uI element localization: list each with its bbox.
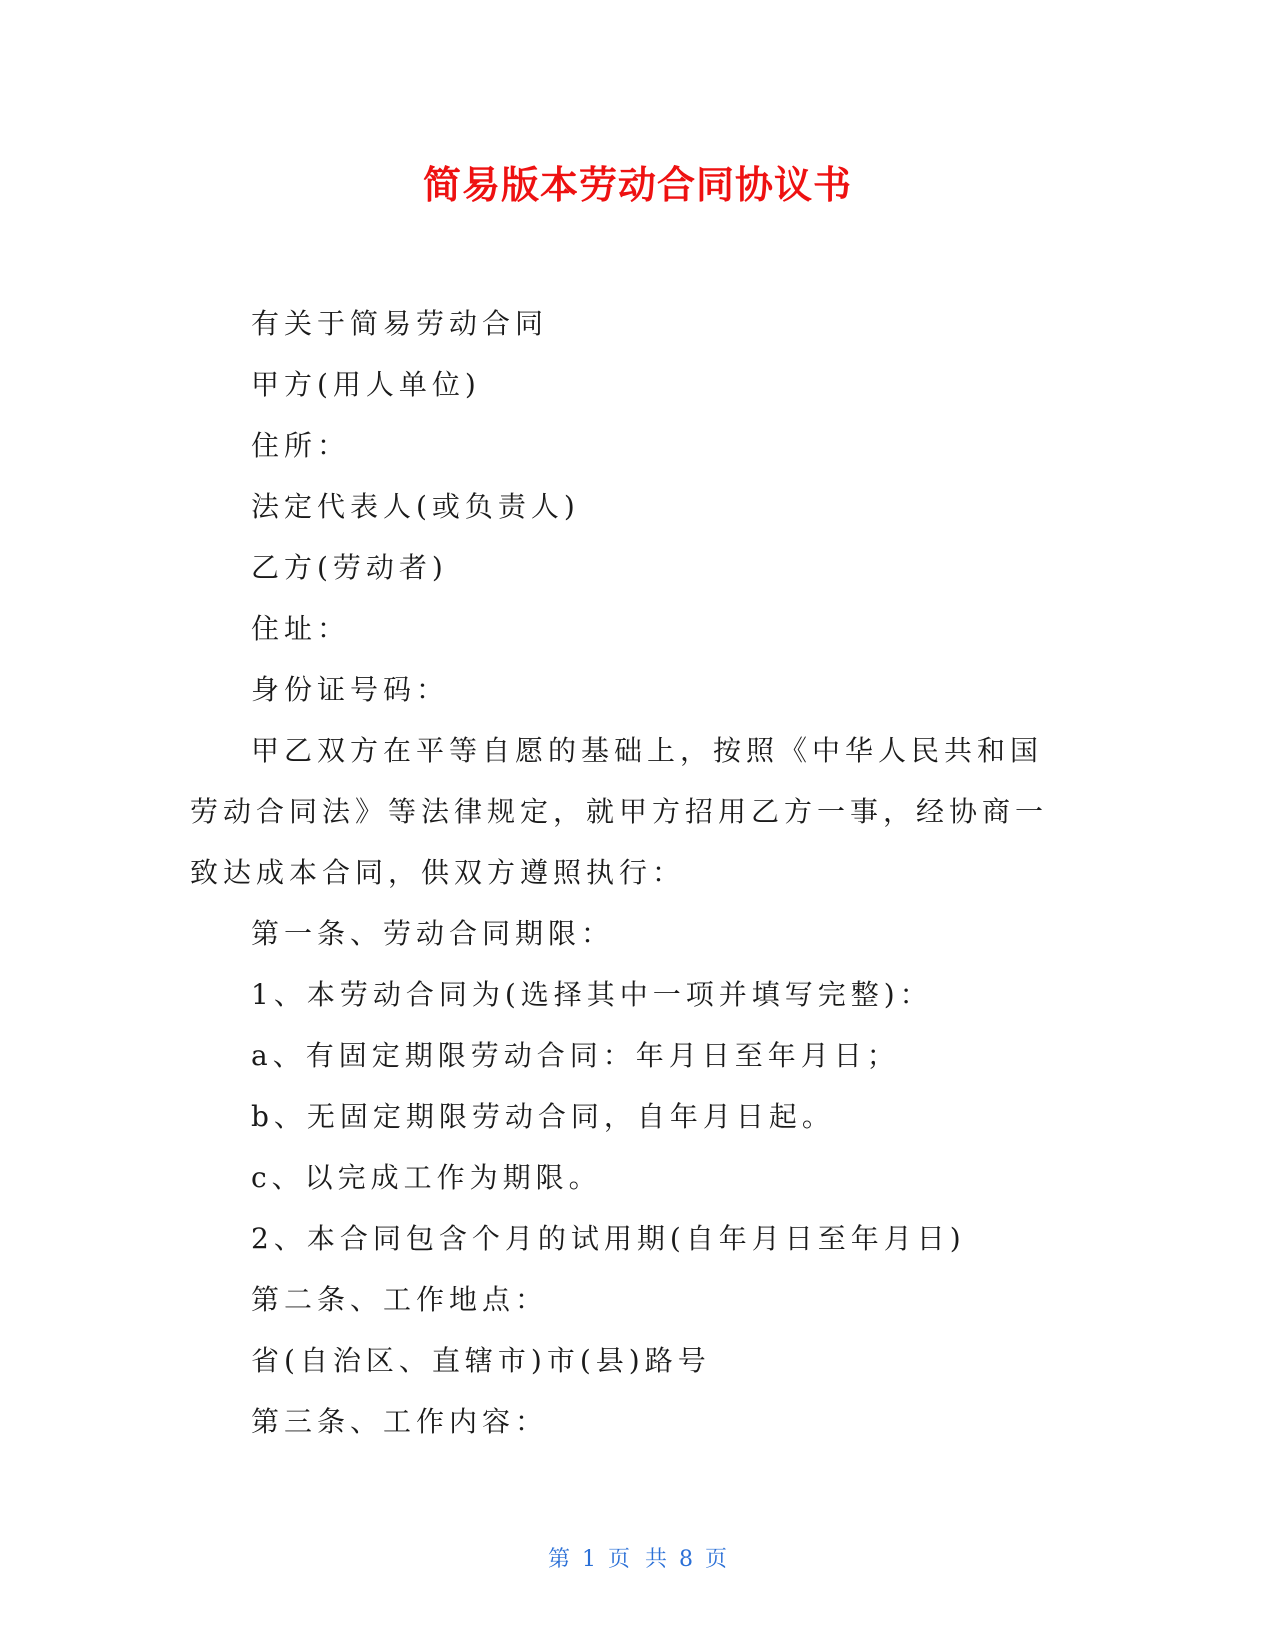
paragraph: b、无固定期限劳动合同，自年月日起。 (251, 1100, 835, 1133)
paragraph: 法定代表人(或负责人) (251, 490, 580, 523)
paragraph: 身份证号码： (251, 673, 450, 706)
paragraph: 省(自治区、直辖市)市(县)路号 (251, 1344, 711, 1377)
paragraph: c、以完成工作为期限。 (251, 1161, 602, 1194)
total-pages-number: 8 (679, 1547, 693, 1572)
paragraph: 2、本合同包含个月的试用期(自年月日至年月日) (251, 1222, 966, 1255)
paragraph: 住址： (251, 612, 351, 645)
paragraph: 乙方(劳动者) (251, 551, 448, 584)
page-number-footer (0, 1545, 1275, 1575)
paragraph: 第三条、工作内容： (251, 1405, 549, 1438)
paragraph: 第一条、劳动合同期限： (251, 917, 615, 950)
paragraph: 甲乙双方在平等自愿的基础上，按照《中华人民共和国劳动合同法》等法律规定，就甲方招用乙方一事，经协商一致达成本合同，供双方遵照执行： (190, 734, 1049, 889)
paragraph: 甲方(用人单位) (251, 368, 481, 401)
paragraph: a、有固定期限劳动合同：年月日至年月日； (251, 1039, 900, 1072)
page-label-prefix: 第 (547, 1547, 570, 1572)
document-body (190, 293, 1070, 1452)
page-label-suffix: 页 (705, 1547, 728, 1572)
document-title: 简易版本劳动合同协议书 (422, 163, 852, 207)
paragraph: 有关于简易劳动合同 (251, 307, 549, 340)
current-page-number: 1 (582, 1547, 596, 1572)
paragraph: 住所： (251, 429, 351, 462)
paragraph: 1、本劳动合同为(选择其中一项并填写完整)： (251, 978, 933, 1011)
paragraph: 第二条、工作地点： (251, 1283, 549, 1316)
page-label-mid: 页 共 (608, 1547, 667, 1572)
